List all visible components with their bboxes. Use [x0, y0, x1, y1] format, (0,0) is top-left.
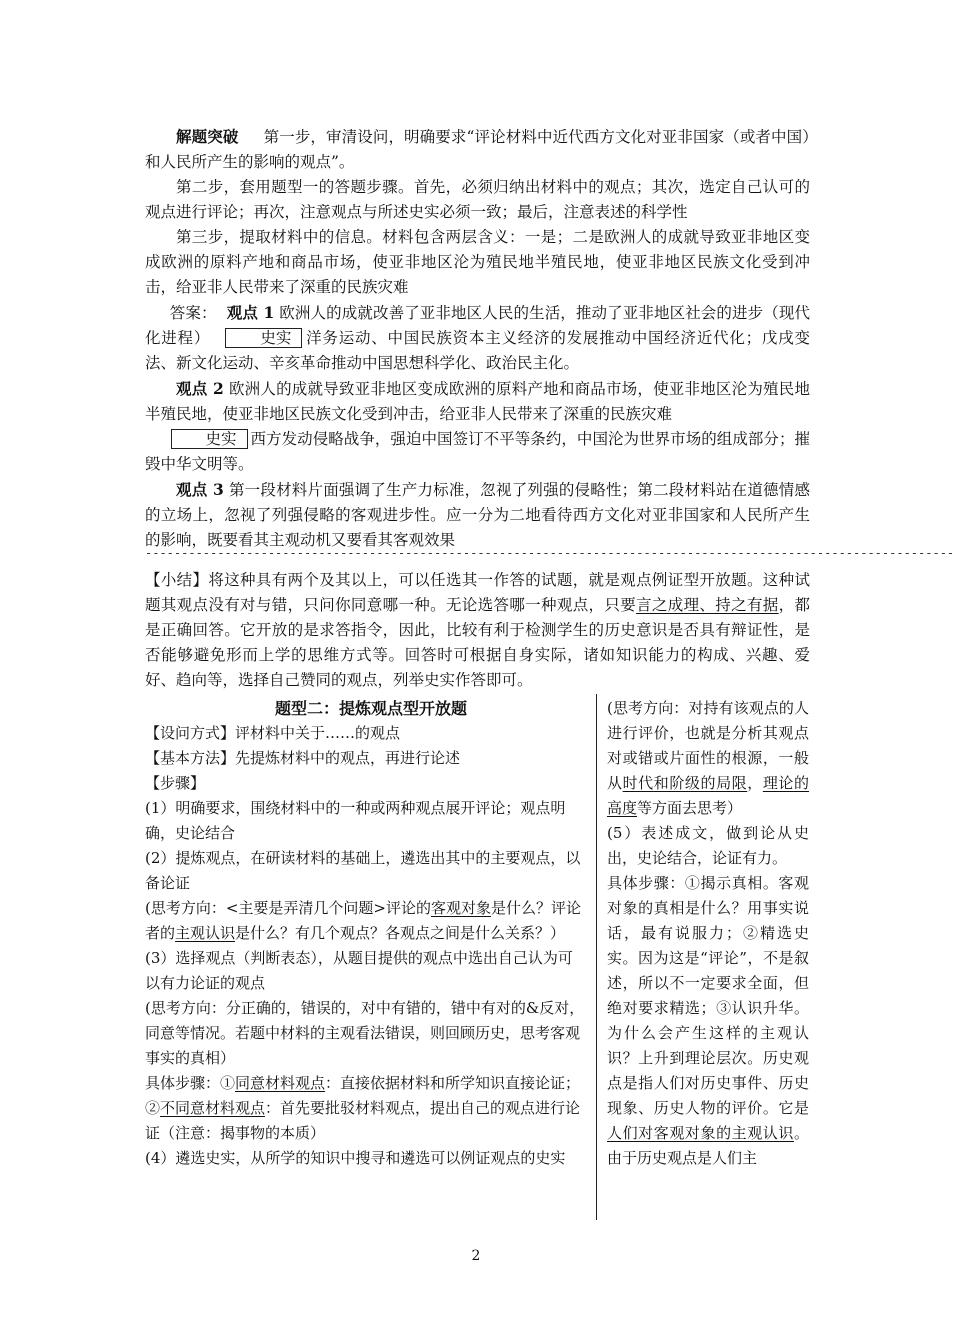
viewpoint-one-text: 欧洲人的成就改善了亚非地区人民的生活，推动了亚非地区社会的进步（现代化进程） — [145, 304, 810, 347]
step-2: (2）提炼观点，在研读材料的基础上，遴选出其中的主要观点，以备论证 — [145, 849, 581, 892]
detail-text: 具体步骤：① — [145, 1074, 236, 1092]
right-text: (思考方向：对持有该观点的人进行评价，也就是分析其观点对或错或片面性的根源，一般从 — [607, 699, 809, 792]
right-detail-steps — [607, 871, 809, 1171]
summary-text-b: ，都是正确回答。它开放的是求答指令，因此，比较有利于检测学生的历史意识是否具有辩证性，是否能够避免形而上学的思维方式等。回答时可根据自身实际，诸如知识能力的构成、兴趣、爱好、趋向等，选择自己赞同的观点，列举史实作答即可。 — [145, 596, 810, 689]
viewpoint-two-paragraph — [145, 376, 810, 427]
dashed-separator: ---------------------------------------------------------------------------------------------------------------- — [145, 546, 954, 560]
viewpoint-three-text: 第一段材料片面强调了生产力标准，忽视了列强的侵略性；第二段材料站在道德情感的立场上，忽视了列强侵略的客观进步性。应一分为二地看待西方文化对亚非国家和人民所产生的影响，既要看其主观动机又要看其客观效果 — [145, 481, 810, 549]
detail-text: ：直接依据材料和所学知识直接论证；② — [145, 1074, 581, 1117]
step-one-paragraph — [145, 124, 810, 175]
underlined-term: 理论的高度 — [607, 774, 809, 817]
viewpoint-two-text: 欧洲人的成就导致亚非地区变成欧洲的原料产地和商品市场，使亚非地区沦为殖民地半殖民地，使亚非地区民族文化受到冲击，给亚非人民带来了深重的民族灾难 — [145, 380, 810, 423]
fact-box: 史实 — [171, 429, 247, 449]
summary-text-a: 【小结】将这种具有两个及其以上，可以任选其一作答的试题，就是观点例证型开放题。这种试题其观点没有对与错，只问你同意哪一种。无论选答哪一种观点，只要 — [145, 571, 810, 614]
right-text: ， — [747, 774, 763, 792]
viewpoint-three-label: 观点 3 — [176, 480, 224, 499]
viewpoint-one-facts: 洋务运动、中国民族资本主义经济的发展推动中国经济近代化；戊戌变法、新文化运动、辛亥革命推动中国思想科学化、政治民主化。 — [145, 329, 810, 372]
step-3: (3）选择观点（判断表态），从题目提供的观点中选出自己认为可以有力论证的观点 — [145, 949, 573, 992]
step-two-paragraph: 第二步，套用题型一的答题步骤。首先，必须归纳出材料中的观点；其次，选定自己认可的观点进行评论；再次，注意观点与所述史实必须一致；最后，注意表述的科学性 — [145, 178, 810, 221]
thinking-text: 是什么？有几个观点？各观点之间是什么关系？） — [235, 924, 566, 942]
step-1: (1）明确要求，围绕材料中的一种或两种观点展开评论；观点明确，史论结合 — [145, 799, 566, 842]
section-heading: 题型二：提炼观点型开放题 — [274, 699, 467, 718]
viewpoint-one-label: 观点 1 — [226, 303, 275, 322]
thinking-direction-1 — [145, 896, 587, 946]
viewpoint-two-facts: 西方发动侵略战争，强迫中国签订不平等条约，中国沦为世界市场的组成部分；摧毁中华文明等。 — [145, 430, 810, 473]
fact-box: 史实 — [225, 328, 303, 348]
detail-text: ：首先要批驳材料观点，提出自己的观点进行论证（注意：揭事物的本质） — [145, 1099, 581, 1142]
thinking-text: 是什么？评论者的 — [145, 899, 582, 942]
thinking-direction-3 — [607, 696, 809, 821]
underlined-term: 不同意材料观点 — [160, 1099, 266, 1117]
summary-underlined-phrase: 言之成理、持之有据 — [636, 596, 779, 614]
underlined-term: 同意材料观点 — [235, 1074, 326, 1092]
right-text: 具体步骤：①揭示真相。客观对象的真相是什么？用事实说话，最有说服力；②精选史实。因为这是“评论”，不是叙述，所以不一定要求全面，但绝对要求精选；③认识升华。为什么会产生这样的主观认识？上升到理论层次。历史观点是指人们对历史事件、历史现象、历史人物的评价。它是 — [607, 874, 809, 1117]
underlined-term: 时代和阶级的局限 — [622, 774, 748, 792]
right-text: 等方面去思考） — [637, 799, 743, 817]
underlined-term: 人们对客观对象的主观认识 — [607, 1124, 794, 1142]
answer-label: 答案： — [169, 304, 217, 322]
ask-method: 【设问方式】评材料中关于……的观点 — [145, 724, 401, 742]
column-divider — [596, 694, 597, 1220]
step-4: (4）遴选史实，从所学的知识中搜寻和遴选可以例证观点的史实 — [145, 1149, 566, 1167]
steps-label: 【步骤】 — [145, 774, 206, 792]
left-column — [145, 696, 587, 1171]
underlined-term: 客观对象 — [431, 899, 492, 917]
viewpoint-two-label: 观点 2 — [176, 379, 224, 398]
step-5: (5）表述成文，做到论从史出，史论结合，论证有力。 — [607, 824, 809, 867]
viewpoint-one-paragraph — [145, 300, 810, 376]
step-three-paragraph: 第三步，提取材料中的信息。材料包含两层含义：一是；二是欧洲人的成就导致亚非地区变成欧洲的原料产地和商品市场，使亚非地区沦为殖民地半殖民地，使亚非地区民族文化受到冲击，给亚非人民带来了深重的民族灾难 — [145, 228, 810, 296]
right-column — [607, 696, 809, 1171]
page-number: 2 — [471, 1248, 481, 1264]
detail-steps — [145, 1071, 587, 1146]
thinking-text: (思考方向：<主要是弄清几个问题>评论的 — [145, 899, 431, 917]
underlined-term: 主观认识 — [175, 924, 236, 942]
basic-method: 【基本方法】先提炼材料中的观点，再进行论述 — [145, 749, 461, 767]
solution-label: 解题突破 — [176, 127, 239, 146]
summary-paragraph — [145, 568, 810, 693]
viewpoint-two-facts-paragraph — [145, 427, 810, 477]
viewpoint-three-paragraph — [145, 477, 810, 553]
step-one-text: 第一步，审清设问，明确要求“评论材料中近代西方文化对亚非国家（或者中国）和人民所产生的影响的观点”。 — [145, 128, 810, 171]
right-text: 。由于历史观点是人们主 — [607, 1124, 809, 1167]
thinking-direction-2: (思考方向：分正确的，错误的，对中有错的，错中有对的&反对，同意等情况。若题中材料的主观看法错误，则回顾历史，思考客观事实的真相） — [145, 999, 585, 1067]
solution-section — [145, 124, 810, 553]
